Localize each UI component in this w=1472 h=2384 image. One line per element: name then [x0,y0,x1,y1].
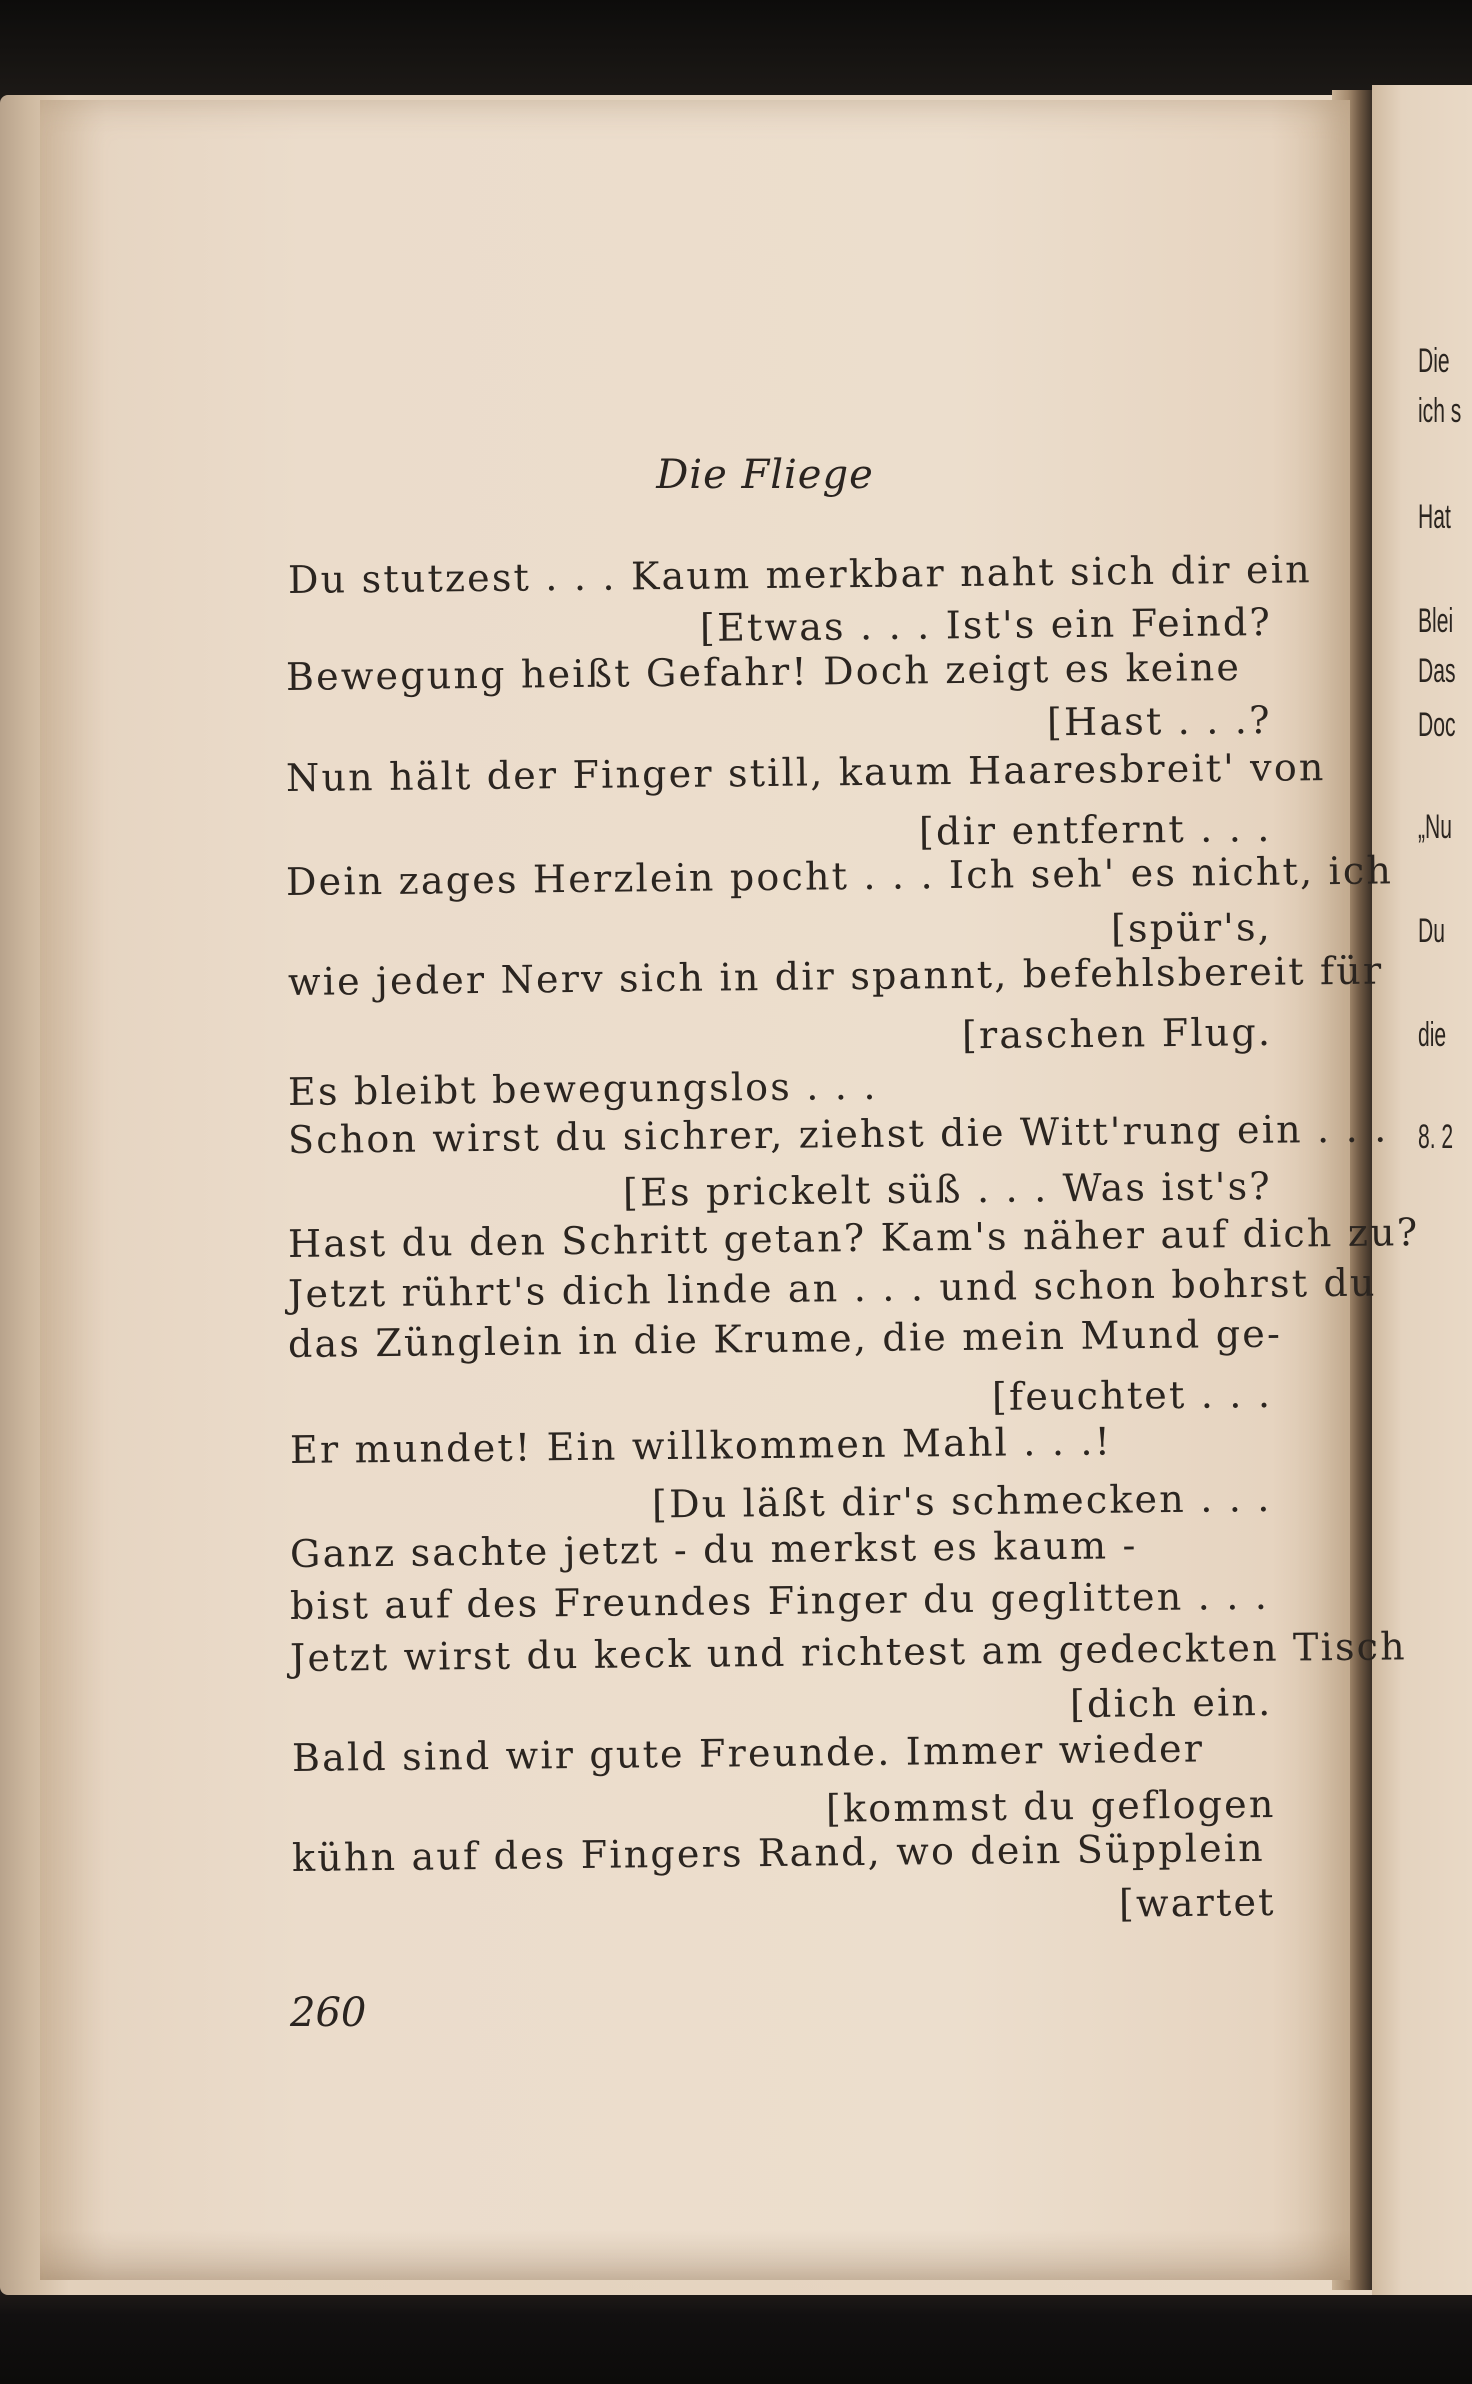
facing-fragment: ich s [1418,392,1462,430]
poem-line: [wartet [1119,1880,1277,1926]
poem-line: Bald sind wir gute Freunde. Immer wieder [291,1726,1205,1780]
facing-fragment: 8. 2 [1418,1118,1454,1156]
poem-line: Jetzt rührt's dich linde an . . . und schon bohrst du [287,1260,1377,1316]
facing-fragment: Doc [1418,706,1456,744]
facing-fragment: Hat [1418,498,1451,536]
poem-title: Die Fliege [656,452,874,498]
facing-fragment: Das [1418,652,1456,690]
poem-line: kühn auf des Fingers Rand, wo dein Süpplein [291,1825,1266,1880]
poem-line: das Zünglein in die Krume, die mein Mund ge- [287,1311,1283,1366]
poem-line: [kommst du geflogen [826,1782,1277,1831]
poem-line: bist auf des Freundes Finger du geglitten . . . [289,1573,1270,1628]
facing-fragment: Blei [1418,602,1454,640]
poem-line: Schon wirst du sichrer, ziehst die Witt'rung ein . . . [287,1106,1389,1162]
poem-line: [dich ein. [1069,1680,1273,1727]
poem-line: Ganz sachte jetzt - du merkst es kaum - [289,1523,1138,1576]
poem-line: [raschen Flug. [961,1010,1273,1058]
poem-line: Jetzt wirst du keck und richtest am gedeckten Tisch [289,1624,1408,1680]
facing-fragment: „Nu [1418,808,1452,846]
poem-line: wie jeder Nerv sich in dir spannt, befehlsbereit für [287,948,1384,1004]
poem-line: [Etwas . . . Ist's ein Feind? [699,600,1273,650]
poem-line: [Du läßt dir's schmecken . . . [652,1476,1273,1527]
poem-line: [dir entfernt . . . [919,806,1273,854]
facing-fragment: die [1418,1016,1447,1054]
poem-line: Nun hält der Finger still, kaum Haaresbreit' von [285,745,1326,800]
poem-line: Es bleibt bewegungslos . . . [287,1063,878,1114]
facing-fragment: Die [1418,342,1450,380]
poem-line: [Es prickelt süß . . . Was ist's? [622,1164,1273,1215]
poem-line: Dein zages Herzlein pocht . . . Ich seh' es nicht, ich [285,848,1394,904]
page-number: 260 [290,1990,367,2036]
poem-line: Du stutzest . . . Kaum merkbar naht sich dir ein [287,547,1313,602]
facing-fragment: Du [1418,912,1445,950]
poem-line: [spür's, [1110,905,1273,951]
poem-line: Bewegung heißt Gefahr! Doch zeigt es keine [285,644,1242,699]
poem-line: Er mundet! Ein willkommen Mahl . . .! [289,1419,1113,1472]
poem-line: Hast du den Schritt getan? Kam's näher auf dich zu? [287,1210,1420,1266]
poem-line: [Hast . . .? [1047,698,1273,745]
poem-line: [feuchtet . . . [991,1372,1273,1419]
